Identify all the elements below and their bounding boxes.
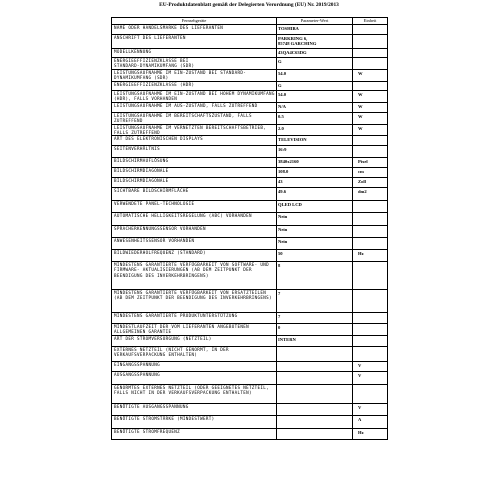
table-row [112,362,388,372]
row-unit: dm2 [353,188,388,201]
row-value: PARKRING 6, 85748 GARCHING [277,35,353,49]
row-label: BENÖTIGTE STROMFREQUENZ [112,429,277,440]
table-row [112,90,388,102]
row-value: 3840x2160 [277,158,353,168]
row-label: BILDSCHIRMDIAGONALE [112,168,277,178]
row-unit: W [353,112,388,124]
row-label: MINDESTENS GARANTIERTE VERFÜGBARKEIT VON ERSATZTEILEN (AB DEM ZEITPUNKT DER BEENDIGUNG DES INVERKEHRBRINGENS) [112,290,277,313]
row-value: Nein [277,213,353,226]
table-row [112,146,388,158]
row-value: TELEVISION [277,136,353,146]
row-unit [353,336,388,347]
row-value: N/A [277,102,353,112]
row-label: BENÖTIGTE STROMSTÄRKE (MINDESTWERT) [112,416,277,429]
table-row [112,58,388,70]
row-unit [353,324,388,336]
row-unit: Zoll [353,178,388,188]
table-row [112,347,388,362]
row-unit [353,81,388,90]
table-row [112,136,388,146]
row-label: ENERGIEEFFIZIENZKLASSE BEI STANDARD-DYNAMIKUMFANG (SDR) [112,58,277,70]
table-row [112,25,388,35]
row-label: ANSCHRIFT DES LIEFERANTEN [112,35,277,49]
row-value [277,362,353,372]
row-unit: cm [353,168,388,178]
row-label: BENÖTIGTE AUSGANGSSPANNUNG [112,404,277,416]
row-value [277,429,353,440]
table-row [112,324,388,336]
row-label: GENORMTES EXTERNES NETZTEIL (ODER GEEIGNETES NETZTEIL, FALLS NICHT IN DER VERKAUFSVERPACKUNG ENTHALTEN) [112,385,277,404]
row-value: Nein [277,238,353,250]
row-label: BILDWIEDERHOLFREQUENZ (STANDARD) [112,250,277,262]
row-value: 0 [277,324,353,336]
row-value: TOSHIBA [277,25,353,35]
row-value: G [277,81,353,90]
row-label: EINGANGSSPANNUNG [112,362,277,372]
table-row [112,429,388,440]
row-unit: A [353,416,388,429]
row-label: LEISTUNGSAUFNAHME IM EIN-ZUSTAND BEI HOHEM DYNAMIKUMFANG (HDR), FALLS VORHANDEN [112,90,277,102]
row-unit: V [353,404,388,416]
row-value: 49.6 [277,188,353,201]
row-value [277,372,353,385]
row-value: 43QA4C63DG [277,49,353,58]
row-unit [353,136,388,146]
header-value: Parameter-Wert [277,18,353,25]
table-row [112,69,388,81]
row-label: MODELLKENNUNG [112,49,277,58]
row-unit [353,213,388,226]
row-unit: W [353,124,388,136]
row-unit: Hz [353,250,388,262]
row-value: 16:9 [277,146,353,158]
row-unit [353,35,388,49]
row-value: 0.5 [277,112,353,124]
row-value: 2.0 [277,124,353,136]
row-value: G [277,58,353,70]
row-label: AUTOMATISCHE HELLIGKEITSREGELUNG (ABC) VORHANDEN [112,213,277,226]
row-value [277,385,353,404]
row-label: ART DER STROMVERSORGUNG (NETZTEIL) [112,336,277,347]
table-row [112,188,388,201]
row-label: LEISTUNGSAUFNAHME IM BEREITSCHAFTSZUSTAND, FALLS ZUTREFFEND [112,112,277,124]
row-unit: W [353,90,388,102]
table-row [112,262,388,290]
row-label: MINDESTENS GARANTIERTE PRODUKTUNTERSTÜTZUNG [112,313,277,324]
row-unit [353,49,388,58]
row-unit [353,238,388,250]
row-unit [353,290,388,313]
row-label: MINDESTLAUFZEIT DER VOM LIEFERANTEN ANGEBOTENEN ALLGEMEINEN GARANTIE [112,324,277,336]
table-row [112,168,388,178]
row-unit: W [353,69,388,81]
row-unit: Hz [353,429,388,440]
row-unit [353,262,388,290]
row-unit [353,201,388,213]
row-value: 54.0 [277,69,353,81]
header-unit: Einheit [353,18,388,25]
document-title: EU-Produktdatenblatt gemäß der Delegierten Verordnung (EU) Nr. 2019/2013 [159,2,339,8]
row-unit: W [353,102,388,112]
table-row [112,124,388,136]
table-row [112,238,388,250]
row-label: LEISTUNGSAUFNAHME IM EIN-ZUSTAND BEI STANDARD- DYNAMIKUMFANG (SDR) [112,69,277,81]
row-label: AUSGANGSSPANNUNG [112,372,277,385]
row-value: QLED LCD [277,201,353,213]
table-row [112,178,388,188]
header-parameter: Fernsehgeräte [112,18,277,25]
row-value [277,416,353,429]
row-label: ART DES ELEKTRONISCHEN DISPLAYS [112,136,277,146]
row-unit: Pixel [353,158,388,168]
row-value: 8 [277,262,353,290]
table-row [112,404,388,416]
table-row [112,416,388,429]
table-row [112,81,388,90]
row-unit [353,226,388,238]
row-unit [353,313,388,324]
row-label: SPRACHERKENNUNGSSENSOR VORHANDEN [112,226,277,238]
table-row [112,112,388,124]
row-value: Nein [277,226,353,238]
table-row [112,158,388,168]
row-label: SEITENVERHÄLTNIS [112,146,277,158]
row-unit: V [353,372,388,385]
row-label: LEISTUNGSAUFNAHME IM VERNETZTEN BEREITSCHAFTSBETRIEB, FALLS ZUTREFFEND [112,124,277,136]
row-label: ANWESENHEITSSENSOR VORHANDEN [112,238,277,250]
product-data-table [111,17,388,440]
row-unit: V [353,362,388,372]
row-unit [353,146,388,158]
row-value [277,404,353,416]
row-label: VERWENDETE PANEL-TECHNOLOGIE [112,201,277,213]
row-label: MINDESTENS GARANTIERTE VERFÜGBARKEIT VON SOFTWARE- UND FIRMWARE- AKTUALISIERUNGEN (AB DEM ZEITPUNKT DER BEENDIGUNG DES INVERKEHRBRINGENS) [112,262,277,290]
table-row [112,385,388,404]
row-value: 50 [277,250,353,262]
row-label: BILDSCHIRMDIAGONALE [112,178,277,188]
table-row [112,290,388,313]
row-unit [353,385,388,404]
table-row [112,336,388,347]
row-unit [353,25,388,35]
row-unit [353,347,388,362]
table-row [112,102,388,112]
row-value: 43 [277,178,353,188]
row-unit [353,58,388,70]
row-value: 108.0 [277,168,353,178]
table-header-row [112,18,388,25]
row-label: BILDSCHIRMAUFLÖSUNG [112,158,277,168]
row-label: LEISTUNGSAUFNAHME IM AUS-ZUSTAND, FALLS ZUTREFFEND [112,102,277,112]
table-row [112,313,388,324]
row-label: ENERGIEEFFIZIENZKLASSE (HDR) [112,81,277,90]
table-row [112,201,388,213]
row-label: NAME ODER HANDELSMARKE DES LIEFERANTEN [112,25,277,35]
row-value: 7 [277,290,353,313]
row-value: 54.0 [277,90,353,102]
table-row [112,226,388,238]
row-value: INTERN [277,336,353,347]
row-label: SICHTBARE BILDSCHIRMFLÄCHE [112,188,277,201]
row-value [277,347,353,362]
table-row [112,213,388,226]
table-row [112,49,388,58]
table-row [112,372,388,385]
row-label: EXTERNES NETZTEIL (NICHT GENORMT, IN DER VERKAUFSVERPACKUNG ENTHALTEN) [112,347,277,362]
table-row [112,35,388,49]
table-row [112,250,388,262]
row-value: 7 [277,313,353,324]
